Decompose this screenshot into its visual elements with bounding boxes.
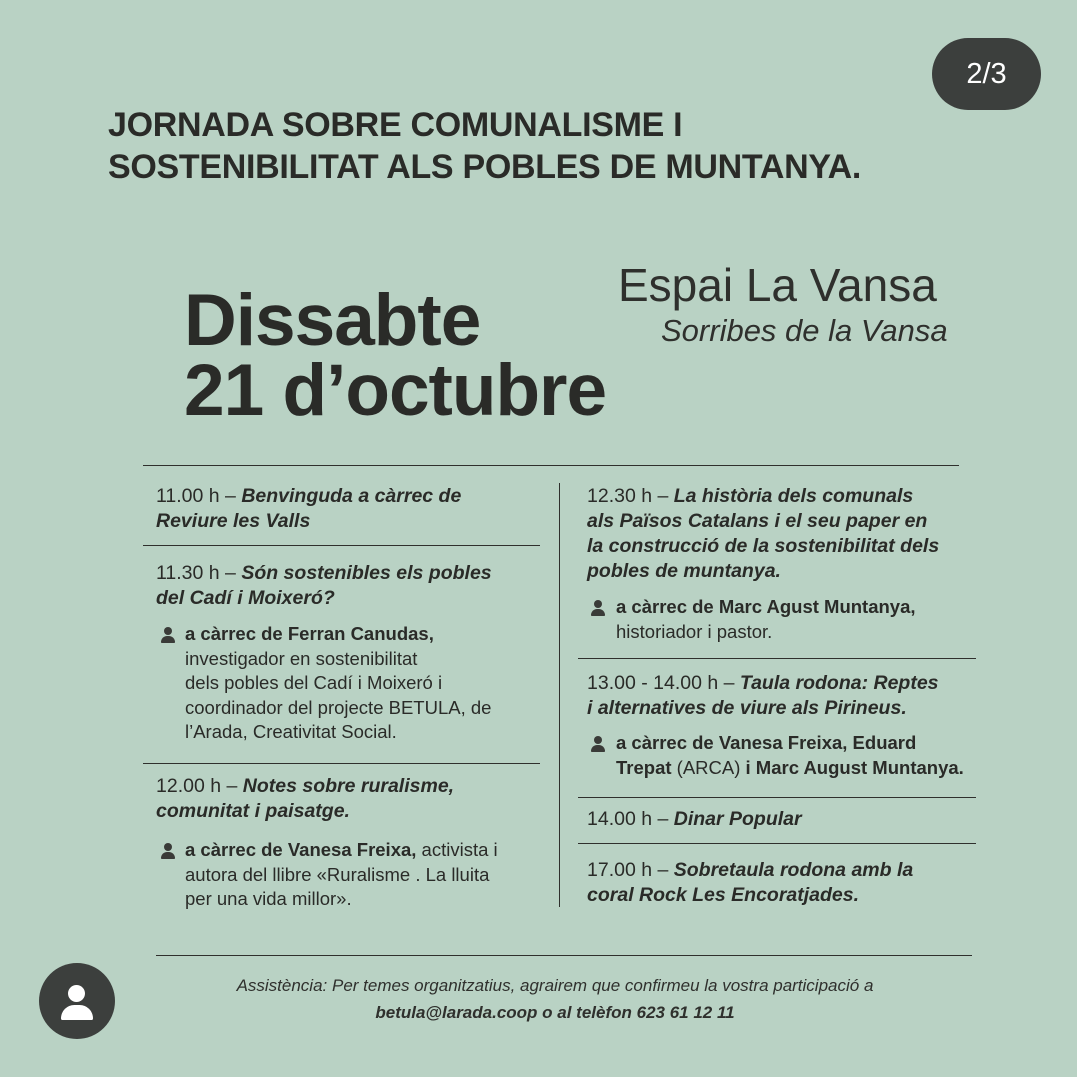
schedule-title: La història dels comunals [673, 485, 914, 507]
schedule-time: 17.00 h – [587, 859, 669, 881]
schedule-item [587, 858, 913, 908]
speaker-name: i Marc August Muntanya. [745, 756, 964, 778]
speaker-info [185, 622, 491, 745]
user-avatar-icon[interactable] [39, 963, 115, 1039]
venue [618, 258, 1038, 350]
speaker-name: a càrrec de Ferran Canudas, [185, 623, 434, 644]
speaker-desc: autora del llibre «Ruralisme . La lluita [185, 863, 490, 885]
schedule-time: 12.00 h – [156, 775, 238, 797]
schedule-title: Sobretaula rodona amb la [673, 859, 914, 881]
schedule-time: 11.30 h – [156, 562, 236, 584]
speaker-desc: activista i [416, 839, 498, 860]
person-icon [160, 843, 176, 859]
schedule-title: del Cadí i Moixeró? [156, 587, 335, 609]
person-icon [590, 736, 606, 752]
schedule-title: comunitat i paisatge. [156, 800, 350, 822]
schedule-time: 14.00 h – [587, 808, 669, 830]
speaker-desc: coordinador del projecte BETULA, de [185, 696, 492, 718]
schedule-time: 13.00 - 14.00 h – [587, 672, 735, 694]
divider [143, 545, 540, 546]
speaker-info [185, 838, 498, 912]
person-icon [160, 627, 176, 643]
schedule-title: Notes sobre ruralisme, [242, 775, 455, 797]
speaker-name: a càrrec de Vanesa Freixa, [185, 839, 417, 860]
schedule-title: Taula rodona: Reptes [739, 672, 939, 694]
schedule-item [156, 561, 492, 611]
event-date [184, 280, 607, 431]
event-title [108, 104, 1008, 188]
schedule-item [587, 484, 939, 584]
schedule-item [587, 807, 802, 832]
date-weekday: Dissabte [184, 280, 481, 361]
venue-name: Espai La Vansa [618, 259, 937, 311]
schedule-title: coral Rock Les Encoratjades. [587, 884, 860, 906]
speaker-desc: (ARCA) [671, 756, 746, 778]
schedule-title: i alternatives de viure als Pirineus. [587, 697, 907, 719]
schedule-title: pobles de muntanya. [587, 560, 781, 582]
speaker-desc: dels pobles del Cadí i Moixeró i [185, 672, 443, 693]
divider [578, 797, 976, 798]
schedule-title: la construcció de la sostenibilitat dels [587, 535, 940, 557]
speaker-desc: historiador i pastor. [616, 620, 773, 642]
divider [578, 658, 976, 659]
column-divider [559, 483, 560, 907]
speaker-info [616, 731, 964, 780]
person-icon [590, 600, 606, 616]
divider [578, 843, 976, 844]
schedule-title: Reviure les Valls [156, 510, 311, 532]
footer-note [150, 972, 960, 1026]
schedule-time: 12.30 h – [587, 485, 669, 507]
speaker-name: a càrrec de Vanesa Freixa, Eduard [616, 732, 917, 753]
venue-town: Sorribes de la Vansa [661, 313, 948, 348]
speaker-desc: investigador en sostenibilitat [185, 647, 418, 669]
schedule-title: als Països Catalans i el seu paper en [587, 510, 928, 532]
divider [143, 763, 540, 764]
schedule-item [587, 671, 939, 721]
divider-top [143, 465, 959, 466]
schedule-time: 11.00 h – [156, 485, 236, 507]
speaker-info [616, 595, 916, 644]
speaker-desc: per una vida millor». [185, 888, 352, 909]
divider-bottom [156, 955, 972, 956]
speaker-name: Trepat [616, 756, 672, 778]
event-title-line: SOSTENIBILITAT ALS POBLES DE MUNTANYA. [108, 148, 862, 186]
schedule-title: Dinar Popular [673, 808, 802, 830]
footer-line: Assistència: Per temes organitzatius, agrairem que confirmeu la vostra participació a [236, 976, 874, 995]
schedule-item [156, 774, 454, 824]
schedule-item [156, 484, 461, 534]
speaker-desc: l’Arada, Creativitat Social. [185, 721, 397, 742]
date-day: 21 d’octubre [184, 350, 607, 431]
slide-counter: 2/3 [932, 38, 1041, 110]
footer-contact: betula@larada.coop o al telèfon 623 61 12 11 [375, 1003, 735, 1022]
schedule-title: Benvinguda a càrrec de [241, 485, 462, 507]
event-title-line: JORNADA SOBRE COMUNALISME I [108, 106, 683, 144]
speaker-name: a càrrec de Marc Agust Muntanya, [616, 596, 916, 617]
schedule-title: Són sostenibles els pobles [241, 562, 492, 584]
